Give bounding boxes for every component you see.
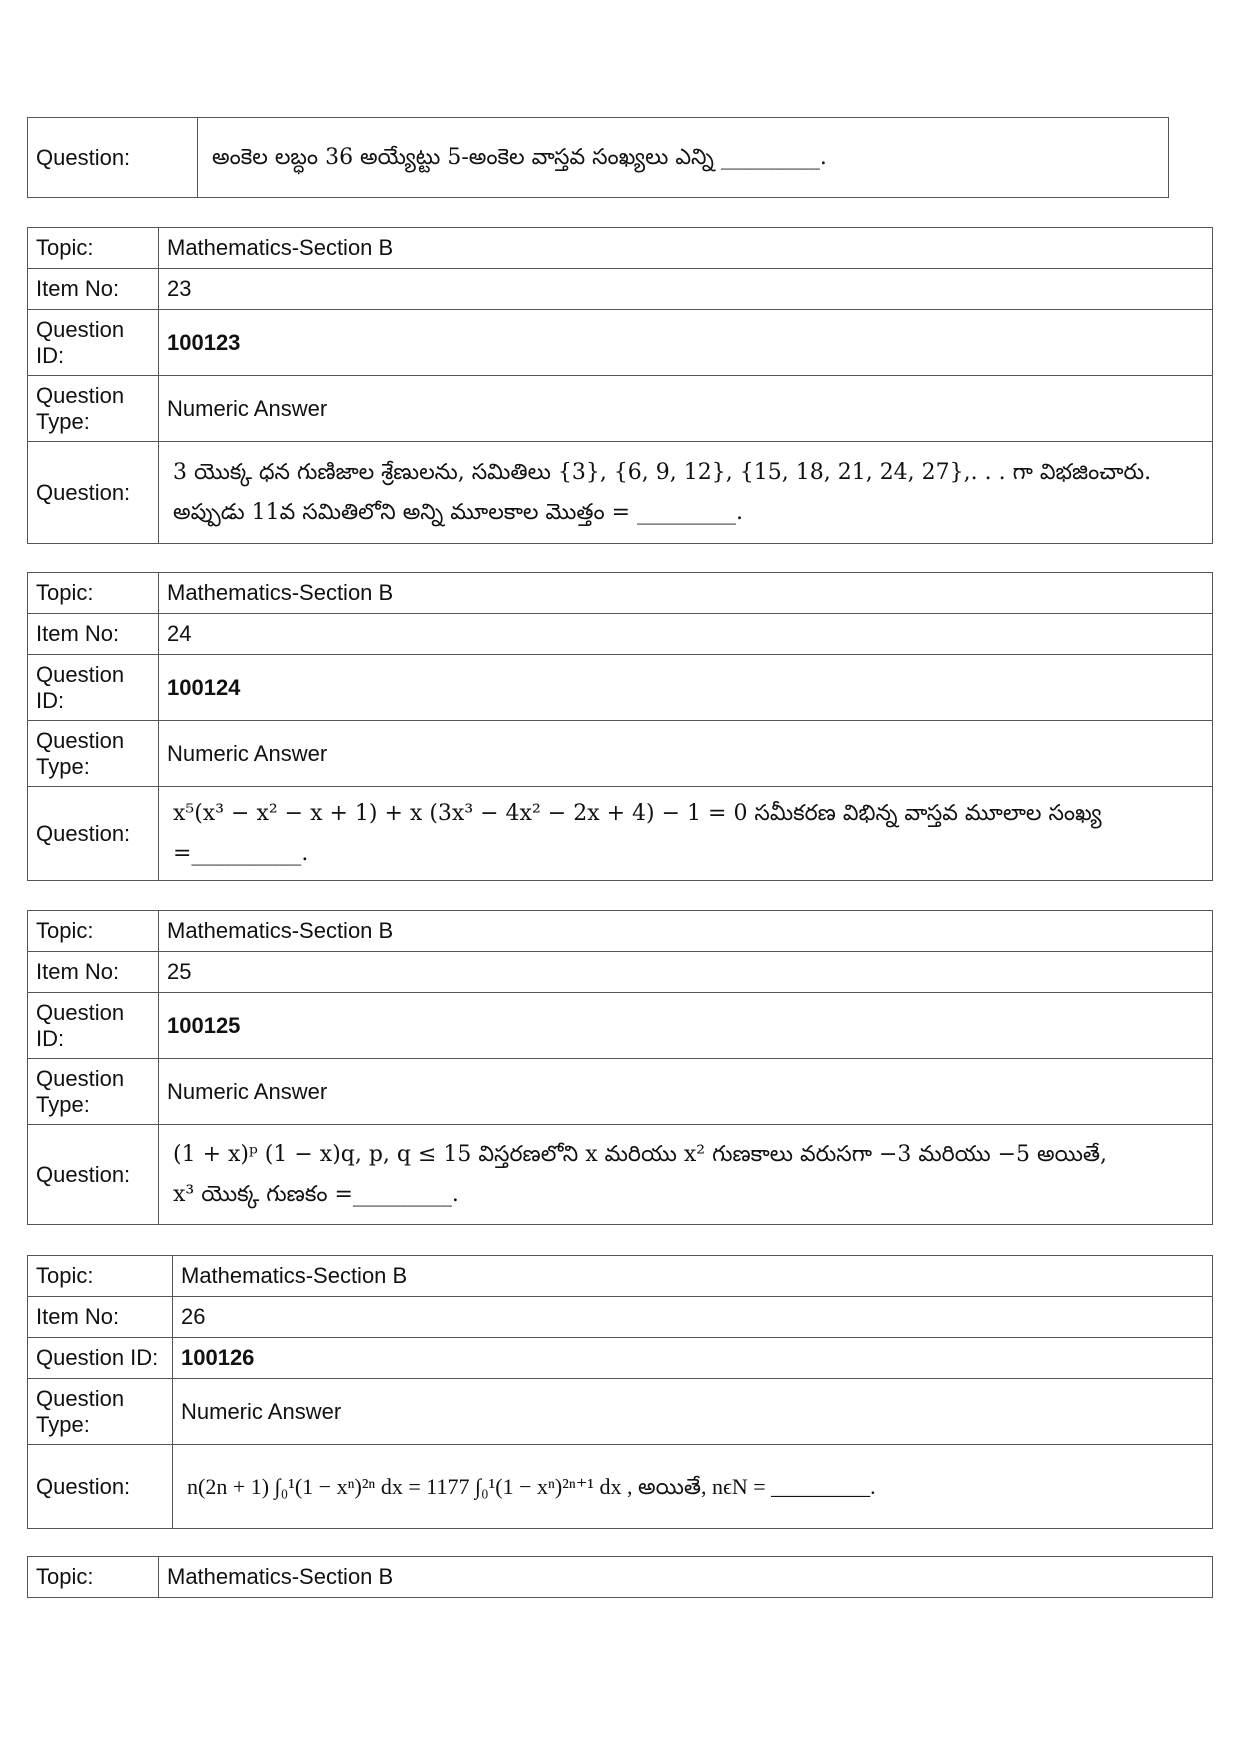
topic-value: Mathematics-Section B (159, 573, 1213, 614)
question-line: 3 యొక్క ధన గుణిజాల శ్రేణులను, సమితిలు {3}, {6, 9, 12}, {15, 18, 21, 24, 27},. . . గా విభజించారు. (173, 459, 1152, 485)
item-no-label: Item No: (28, 952, 159, 993)
question-id-label: Question ID: (28, 1338, 173, 1379)
topic-value: Mathematics-Section B (173, 1256, 1213, 1297)
question-line: =__________. (173, 840, 309, 866)
topic-label: Topic: (28, 1256, 173, 1297)
question-type-label: Question Type: (28, 1379, 173, 1445)
topic-value: Mathematics-Section B (159, 228, 1213, 269)
question-id-value: 100125 (159, 993, 1213, 1059)
question-type-label: Question Type: (28, 376, 159, 442)
question-label: Question: (28, 118, 198, 198)
item-block-25 (27, 910, 1213, 1225)
question-id-label: Question ID: (28, 310, 159, 376)
question-type-value: Numeric Answer (159, 1059, 1213, 1125)
question-id-value: 100123 (159, 310, 1213, 376)
question-text (159, 442, 1213, 544)
item-block-24 (27, 572, 1213, 881)
question-type-value: Numeric Answer (159, 376, 1213, 442)
question-label: Question: (28, 1125, 159, 1225)
item-no-value: 24 (159, 614, 1213, 655)
question-id-label: Question ID: (28, 655, 159, 721)
topic-label: Topic: (28, 573, 159, 614)
question-label: Question: (28, 1445, 173, 1529)
question-line: అప్పుడు 11వ సమితిలోని అన్ని మూలకాల మొత్తం = _________. (173, 499, 744, 525)
topic-value: Mathematics-Section B (159, 911, 1213, 952)
question-text: n(2n + 1) ∫₀¹(1 − xⁿ)²ⁿ dx = 1177 ∫₀¹(1 − xⁿ)²ⁿ⁺¹ dx , అయితే, nϵN = _________. (173, 1445, 1213, 1529)
question-line: (1 + x)ᵖ (1 − x)q, p, q ≤ 15 విస్తరణలోని x మరియు x² గుణకాలు వరుసగా −3 మరియు −5 అయితే, (173, 1141, 1108, 1167)
item-no-label: Item No: (28, 1297, 173, 1338)
question-id-value: 100124 (159, 655, 1213, 721)
question-text: అంకెల లబ్ధం 36 అయ్యేట్టు 5-అంకెల వాస్తవ సంఖ్యలు ఎన్ని _________. (198, 118, 1169, 198)
top-question-block (27, 117, 1169, 198)
question-label: Question: (28, 787, 159, 881)
item-block-23 (27, 227, 1213, 544)
topic-label: Topic: (28, 1557, 159, 1598)
question-text (159, 1125, 1213, 1225)
item-block-27 (27, 1556, 1213, 1598)
topic-label: Topic: (28, 228, 159, 269)
question-type-value: Numeric Answer (159, 721, 1213, 787)
topic-value: Mathematics-Section B (159, 1557, 1213, 1598)
question-line: x³ యొక్క గుణకం =_________. (173, 1181, 459, 1207)
topic-label: Topic: (28, 911, 159, 952)
question-line: x⁵(x³ − x² − x + 1) + x (3x³ − 4x² − 2x + 4) − 1 = 0 సమీకరణ విభిన్న వాస్తవ మూలాల సంఖ్య (173, 800, 1102, 826)
item-block-26 (27, 1255, 1213, 1529)
question-type-label: Question Type: (28, 721, 159, 787)
question-id-label: Question ID: (28, 993, 159, 1059)
question-type-label: Question Type: (28, 1059, 159, 1125)
question-id-value: 100126 (173, 1338, 1213, 1379)
item-no-value: 23 (159, 269, 1213, 310)
item-no-label: Item No: (28, 269, 159, 310)
item-no-value: 26 (173, 1297, 1213, 1338)
item-no-label: Item No: (28, 614, 159, 655)
item-no-value: 25 (159, 952, 1213, 993)
question-text (159, 787, 1213, 881)
question-type-value: Numeric Answer (173, 1379, 1213, 1445)
question-label: Question: (28, 442, 159, 544)
